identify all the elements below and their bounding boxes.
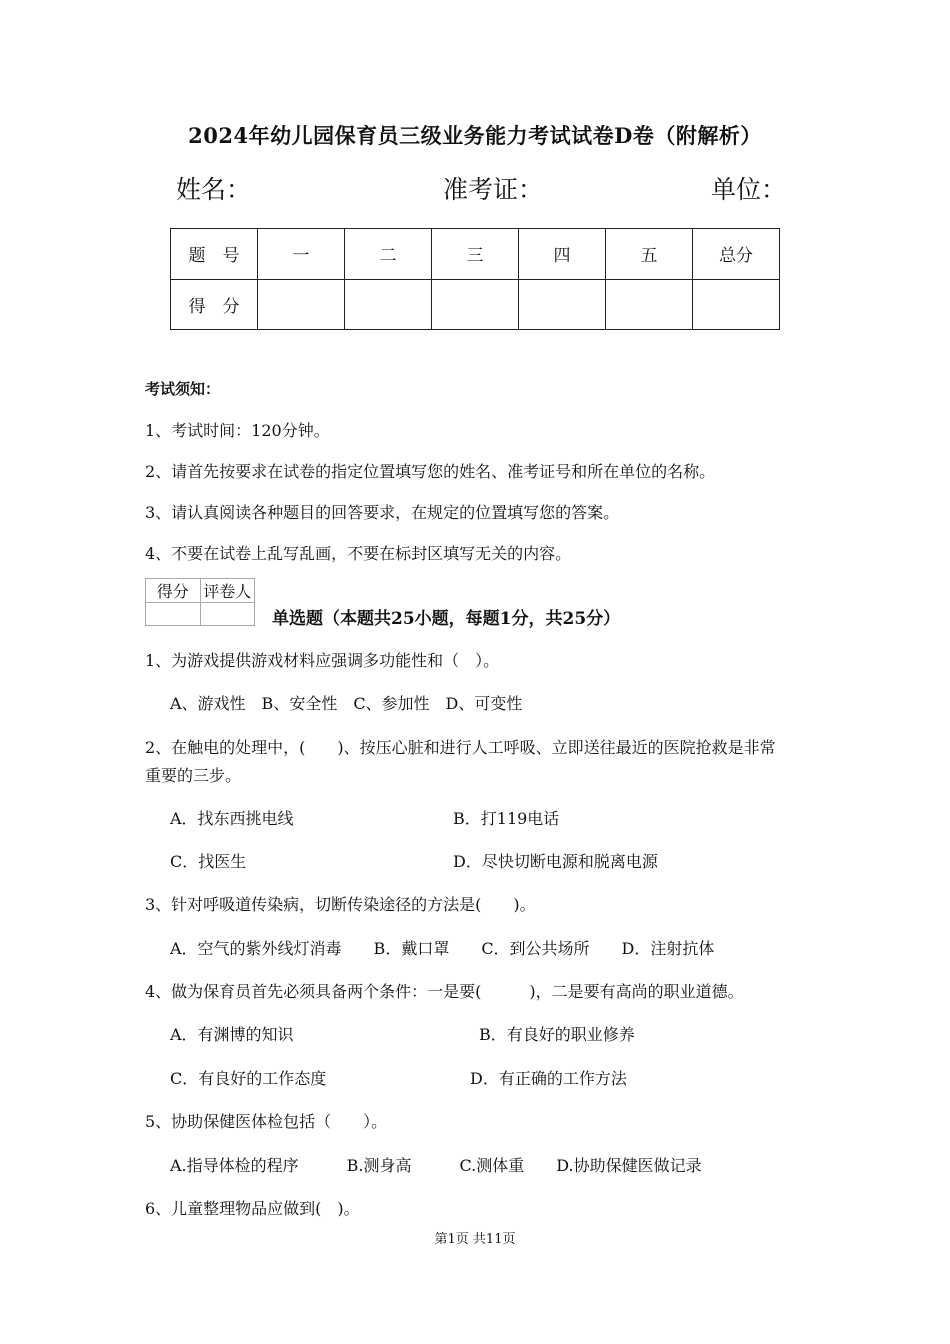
exam-id-label: 准考证： (443, 175, 544, 204)
score-cell[interactable] (258, 279, 345, 330)
question-stem: 6、儿童整理物品应做到( )。 (145, 1199, 360, 1218)
question-stem-continued: 重要的三步。 (145, 766, 242, 785)
score-table-score-row (171, 279, 780, 330)
score-cell[interactable] (606, 279, 693, 330)
grader-name-cell[interactable] (200, 603, 255, 626)
score-header-cell: 二 (345, 229, 432, 280)
document-title: 2024年幼儿园保育员三级业务能力考试试卷D卷（附解析） (188, 123, 762, 148)
score-header-cell: 一 (258, 229, 345, 280)
notice-item: 2、请首先按要求在试卷的指定位置填写您的姓名、准考证号和所在单位的名称。 (145, 462, 716, 481)
question-options: A、游戏性 B、安全性 C、参加性 D、可变性 (170, 694, 523, 713)
grader-score-label: 得分 (146, 579, 201, 603)
option-d: D．尽快切断电源和脱离电源 (453, 852, 658, 871)
option-a: A．有渊博的知识 (170, 1025, 294, 1044)
section-title: 单选题（本题共25小题，每题1分，共25分） (272, 609, 621, 629)
score-cell[interactable] (345, 279, 432, 330)
option-b: B．有良好的职业修养 (479, 1025, 635, 1044)
score-cell[interactable] (693, 279, 780, 330)
question-stem: 5、协助保健医体检包括（ ）。 (145, 1112, 388, 1131)
option-a: A．找东西挑电线 (170, 809, 294, 828)
question-options: A．空气的紫外线灯消毒 B．戴口罩 C．到公共场所 D．注射抗体 (170, 939, 715, 958)
score-header-cell: 四 (519, 229, 606, 280)
grader-score-cell[interactable] (146, 603, 201, 626)
question-stem: 1、为游戏提供游戏材料应强调多功能性和（ ）。 (145, 651, 500, 670)
question-stem: 4、做为保育员首先必须具备两个条件：一是要( )，二是要有高尚的职业道德。 (145, 982, 744, 1001)
unit-label: 单位： (711, 175, 787, 204)
option-c: C．有良好的工作态度 (170, 1069, 327, 1088)
score-table-header-row (171, 229, 780, 280)
notice-heading: 考试须知： (145, 380, 221, 398)
score-header-cell: 五 (606, 229, 693, 280)
question-stem: 3、针对呼吸道传染病，切断传染途径的方法是( )。 (145, 895, 536, 914)
option-c: C．找医生 (170, 852, 247, 871)
score-table (170, 228, 780, 330)
name-label: 姓名： (176, 175, 252, 204)
notice-item: 3、请认真阅读各种题目的回答要求，在规定的位置填写您的答案。 (145, 503, 620, 522)
notice-item: 4、不要在试卷上乱写乱画，不要在标封区填写无关的内容。 (145, 544, 572, 563)
score-cell[interactable] (519, 279, 606, 330)
grader-name-label: 评卷人 (200, 579, 255, 603)
score-row-label: 得 分 (171, 279, 258, 330)
question-stem: 2、在触电的处理中，( )、按压心脏和进行人工呼吸、立即送往最近的医院抢救是非常 (145, 738, 776, 757)
option-d: D．有正确的工作方法 (470, 1069, 627, 1088)
score-header-cell: 总分 (693, 229, 780, 280)
option-b: B．打119电话 (453, 809, 560, 828)
score-cell[interactable] (432, 279, 519, 330)
score-header-cell: 题 号 (171, 229, 258, 280)
page-footer: 第1页 共11页 (434, 1232, 516, 1247)
question-options: A.指导体检的程序 B.测身高 C.测体重 D.协助保健医做记录 (170, 1156, 702, 1175)
notice-item: 1、考试时间：120分钟。 (145, 421, 330, 440)
score-header-cell: 三 (432, 229, 519, 280)
grader-box (145, 578, 255, 626)
